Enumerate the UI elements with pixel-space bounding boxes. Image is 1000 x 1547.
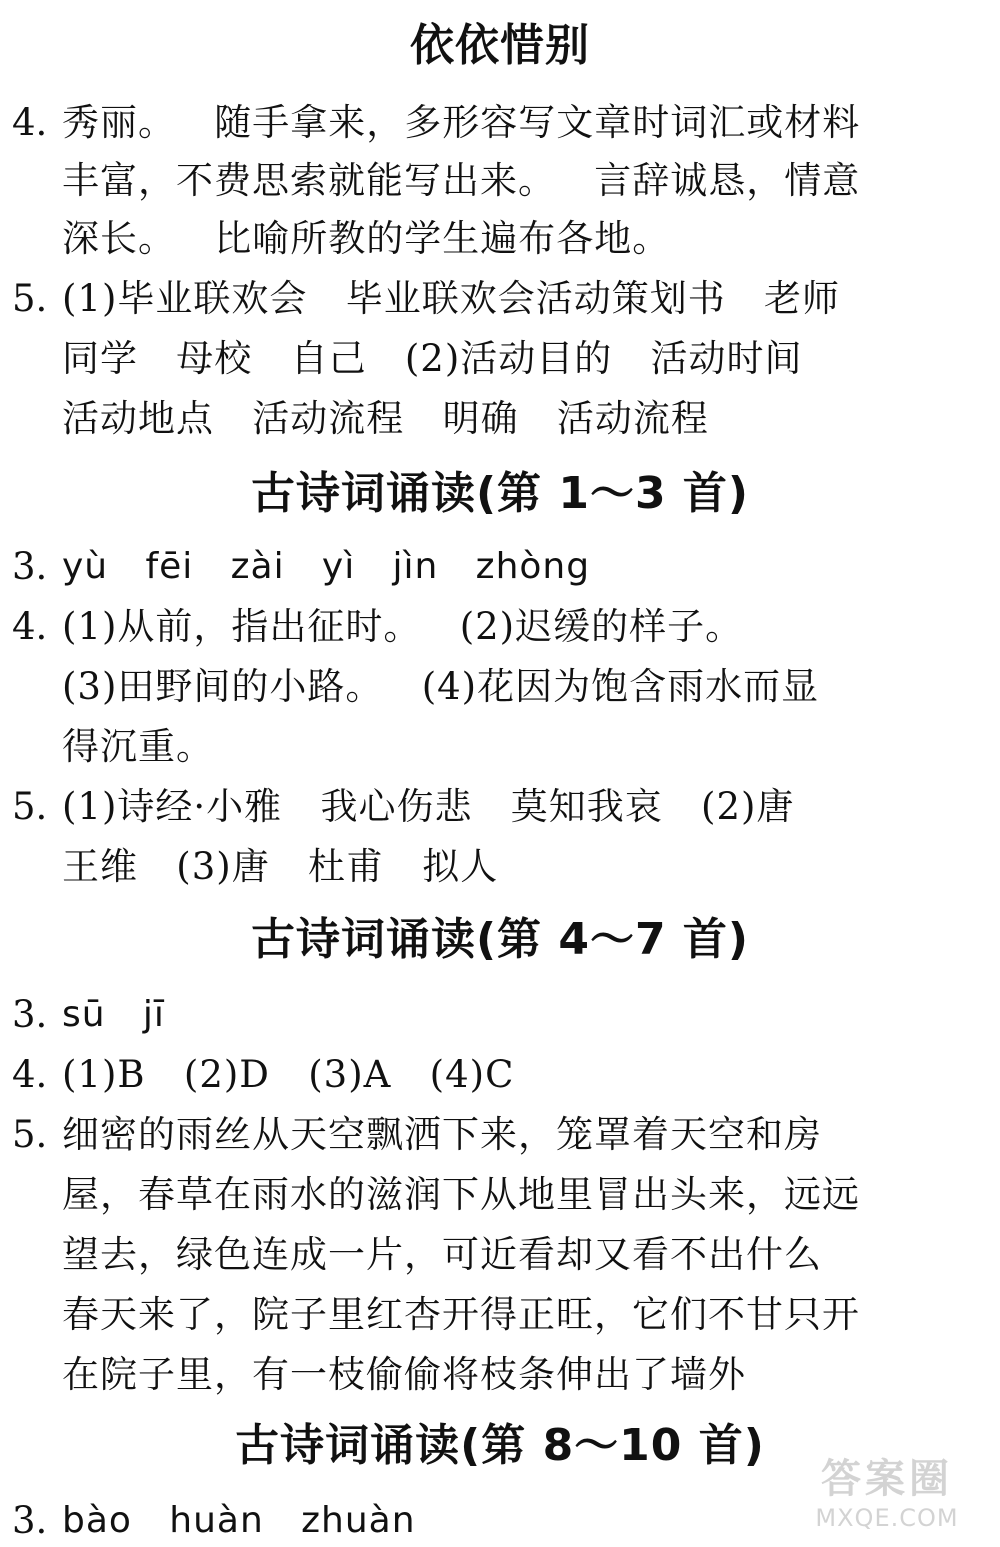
answer-line: 屋，春草在雨水的滋润下从地里冒出头来，远远 (62, 1173, 860, 1216)
answer-line: 望去，绿色连成一片，可近看却又看不出什么 (62, 1233, 822, 1276)
answer-line: 在院子里，有一枝偷偷将枝条伸出了墙外 (62, 1353, 746, 1396)
item-number: 4. (12, 101, 48, 144)
answer-line: 细密的雨丝从天空飘洒下来，笼罩着天空和房 (62, 1113, 822, 1156)
pinyin-line: yù fēi zài yì jìn zhòng (62, 546, 591, 587)
answer-line: (1)诗经·小雅 我心伤悲 莫知我哀 (2)唐 (62, 785, 795, 828)
watermark-text: 答案圈 (821, 1456, 953, 1502)
answer-line: 春天来了，院子里红杏开得正旺，它们不甘只开 (62, 1293, 860, 1336)
item-number: 4. (12, 605, 48, 648)
answer-line: 王维 (3)唐 杜甫 拟人 (62, 845, 499, 888)
item-number: 5. (12, 277, 48, 320)
item-number: 3. (12, 545, 48, 588)
answer-line: (1)B (2)D (3)A (4)C (62, 1053, 515, 1096)
section-title-1: 依依惜别 (410, 20, 590, 71)
answer-line: 丰富，不费思索就能写出来。 言辞诚恳，情意 (62, 159, 861, 202)
answer-line: (3)田野间的小路。 (4)花因为饱含雨水而显 (62, 665, 820, 708)
item-number: 5. (12, 1113, 48, 1156)
answer-line: 深长。 比喻所教的学生遍布各地。 (62, 217, 671, 260)
answer-line: (1)毕业联欢会 毕业联欢会活动策划书 老师 (62, 277, 840, 320)
answer-line: (1)从前，指出征时。 (2)迟缓的样子。 (62, 605, 744, 648)
section-title-3: 古诗词诵读(第 4～7 首) (250, 914, 750, 965)
answer-line: 秀丽。 随手拿来，多形容写文章时词汇或材料 (62, 101, 861, 144)
pinyin-line: sū jī (62, 994, 165, 1035)
item-number: 5. (12, 785, 48, 828)
item-number: 3. (12, 993, 48, 1036)
watermark-domain: MXQE.COM (815, 1504, 959, 1532)
answer-line: 得沉重。 (62, 725, 214, 768)
item-number: 4. (12, 1053, 48, 1096)
section-title-4: 古诗词诵读(第 8～10 首) (235, 1420, 765, 1471)
pinyin-line: bào huàn zhuàn (62, 1500, 416, 1541)
item-number: 3. (12, 1499, 48, 1542)
watermark-logo (792, 1455, 982, 1541)
answer-line: 同学 母校 自己 (2)活动目的 活动时间 (62, 337, 803, 380)
answer-line: 活动地点 活动流程 明确 活动流程 (62, 397, 709, 440)
section-title-2: 古诗词诵读(第 1～3 首) (250, 468, 750, 519)
